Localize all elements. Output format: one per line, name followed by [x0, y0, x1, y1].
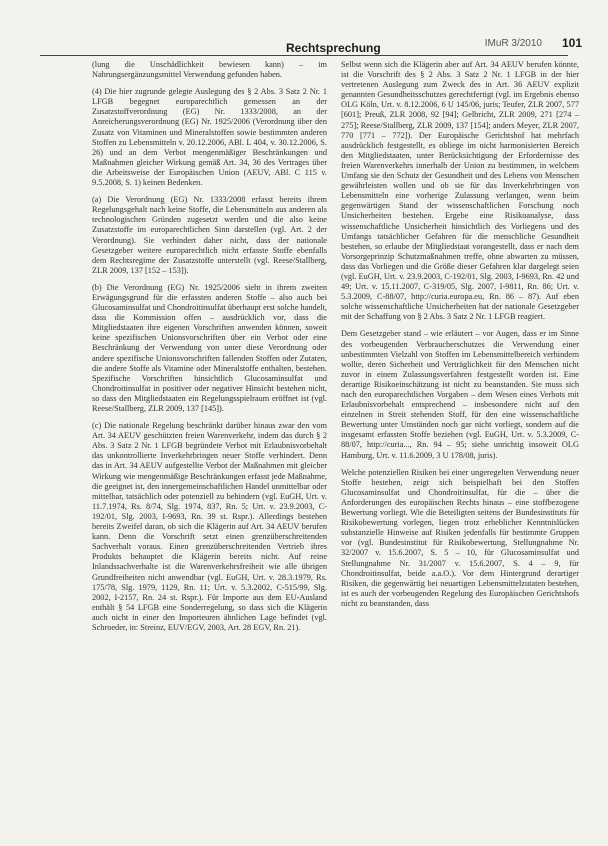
- paragraph: (a) Die Verordnung (EG) Nr. 1333/2008 erfasst bereits ihrem Regelungsgehalt nach keine Stoffe, die Lebensmitteln aus anderen als technologischen Gründen zugesetzt werden und die also keine Zusatzstoffe im europarechtlichen Sinn darstellen (vgl. Art. 2 der Verordnung). Sie verhindert daher nicht, dass der nationale Gesetzgeber weitere europarechtlich nicht erfasste Stoffe ebenfalls dem Rechtsregime der Zusatzstoffe unterstellt (vgl. Reese/Stallberg, ZLR 2009, 137 [152 – 153]).: [92, 195, 327, 275]
- section-title: Rechtsprechung: [286, 41, 381, 55]
- paragraph: Selbst wenn sich die Klägerin aber auf Art. 34 AEUV berufen könnte, ist die Vorschrift des § 2 Abs. 3 Satz 2 Nr. 1 LFGB in der hier vertretenen Auslegung zum Zweck des in Art. 36 AEUV explizit genannten Gesundheitsschutzes gerechtfertigt (vgl. im Ergebnis ebenso OLG Köln, Urt. v. 8.12.2006, 6 U 145/06, juris; Teufer, ZLR 2007, 577 [601]; Preuß, ZLR 2008, 92 [94]; Gelbricht, ZLR 2009, 271 [274 – 275]; Reese/Stallberg, ZLR 2009, 137 [154]; anders Meyer, ZLR 2007, 770 [771 – 772]). Der Europäische Gerichtshof hat mehrfach ausdrücklich festgestellt, es obliege im nicht harmonisierten Bereich den Mitgliedstaaten, unter Berücksichtigung der Erfordernisse des freien Warenverkehrs innerhalb der Union zu bestimmen, in welchem Umfang sie den Schutz der Gesundheit und des Lebens von Menschen gewährleisten wollen und ob sie für das Inverkehrbringen von Lebensmitteln eine vorherige Zulassung verlangen, wenn beim gegenwärtigen Stand der wissenschaftlichen Forschung noch Unsicherheiten bestehen. Ergebe eine Risikoanalyse, dass wissenschaftliche Unsicherheit hinsichtlich des Vorliegens und des Umfangs tatsächlicher Gefahren für die menschliche Gesundheit bestehen, so erlaube der Mitgliedstaat vorangestellt, dass er nach dem Vorsorgeprinzip Schutzmaßnahmen treffe, ohne abwarten zu müssen, dass das Vorliegen und die Größe dieser Gefahren klar dargelegt seien (vgl. EuGH, Urt. v. 23.9.2003, C-192/01, Slg. 2003, I-9693, Rn. 42 und 49; Urt. v. 15.11.2007, C-319/05, Slg. 2007, I-9811, Rn. 86; Urt. v. 5.3.2009, C-88/07, http://curia.europa.eu, Rn. 86 – 87). Auf eben solche wissenschaftliche Unsicherheiten hat der nationale Gesetzgeber mit der Schaffung von § 2 Abs. 3 Satz 2 Nr. 1 LFGB reagiert.: [341, 60, 579, 322]
- paragraph: (b) Die Verordnung (EG) Nr. 1925/2006 sieht in ihrem zweiten Erwägungsgrund für die erfassten anderen Stoffe – also auch bei Glucosaminsulfat und Chondroitinsulfat überhaupt erst solche handelt, dass die Kommission offen – ausdrücklich vor, dass die Mitgliedstaaten ihre eigenen Vorschriften anwenden können, soweit keine spezifischen Unionsvorschriften über ein Verbot oder eine Beschränkung der Verwendung von unter diese Verordnung oder andere spezifische Unionsvorschriften fallenden Stoffen oder Zutaten, die andere Stoffe als Vitamine oder Mineralstoffe enthalten, bestehen. Spezifische Vorschriften hinsichtlich Glucosaminsulfat und Chondroitinsulfat in positiver oder negativer Hinsicht bestehen nicht, so dass den Mitgliedstaaten ein Regelungsspielraum eröffnet ist (vgl. Reese/Stallberg, ZLR 2009, 137 [145]).: [92, 282, 327, 413]
- paragraph: (4) Die hier zugrunde gelegte Auslegung des § 2 Abs. 3 Satz 2 Nr. 1 LFGB begegnet europarechtlich gemessen an der Zusatzstoffverordnung (EG) Nr. 1333/2008, an der Anreicherungsverordnung (EG) Nr. 1925/2006 (Verordnung über den Zusatz von Vitaminen und Mineralstoffen sowie bestimmten anderen Stoffen zu Lebensmitteln v. 20.12.2006, ABl. L 404, v. 30.12.2006, S. 26) und an dem Verbot mengenmäßiger Beschränkungen und Maßnahmen gleicher Wirkung gemäß Art. 34, 36 des Vertrages über die Arbeitsweise der Europäischen Union (AEUV, ABl. C 115 v. 9.5.2008, S. 1) keinen Bedenken.: [92, 87, 327, 188]
- header-rule: [40, 55, 568, 56]
- right-column: [341, 60, 579, 840]
- left-column: [92, 60, 327, 840]
- page-number: 101: [561, 36, 582, 50]
- paragraph: Welche potenziellen Risiken bei einer ungeregelten Verwendung neuer Stoffe bestehen, zeigt sich beispielhaft bei den Stoffen Glucosaminsulfat und Chondroitinsulfat, für die – über die Anforderungen des europäischen Rechts hinaus – eine stoffbezogene Bewertung vorliegt. Wie die Beteiligten seitens der Bundesinstituts für Risikobewertung vorlegen, liegen trotz erheblicher Kenntnislücken substanzielle Hinweise auf Risiken jedenfalls für bestimmte Gruppen vor (vgl. Bundesinstitut für Risikobewertung, Stellungnahme Nr. 32/2007 v. 15.6.2007, S. 5 – 10, für Glucosaminsulfat und Stellungnahme Nr. 31/2007 v. 15.6.2007, S. 4 – 9, für Chondroitinsulfat, beide a.a.O.). Vor dem Hintergrund derartiger Risiken, die gegenwärtig bei neuartigen Lebensmittelzutaten bestehen, ist es auch der vorbeugenden Regelung des Europäischen Gerichtshofs nicht zu beanstanden, dass: [341, 467, 579, 608]
- paragraph: (c) Die nationale Regelung beschränkt darüber hinaus zwar den vom Art. 34 AEUV geschützten freien Warenverkehr, indem das durch § 2 Abs. 3 Satz 2 Nr. 1 LFGB begründete Verbot mit Erlaubnisvorbehalt das unkontrollierte Inverkehrbringen neuer Stoffe verhindert. Denn das in Art. 34 AEUV aufgestellte Verbot der Maßnahmen mit gleicher Wirkung wie mengenmäßige Beschränkungen erfasst jede Maßnahme, die geeignet ist, den innergemeinschaftlichen Handel unmittelbar oder mittelbar, tatsächlich oder potenziell zu behindern (vgl. EuGH, Urt. v. 11.7.1974, Rs. 8/74, Slg. 1974, 837, Rn. 5; Urt. v. 23.9.2003, C-192/01, Slg. 2003, I-9693, Rn. 39 st. Rspr.). Allerdings bestehen bereits Zweifel daran, ob sich die Klägerin auf Art. 34 AEUV berufen kann. Denn die Vorschrift setzt einen grenzüberschreitenden Sachverhalt voraus. Einen grenzüberschreitenden Vertrieb ihres Produkts behauptet die Klägerin bereits nicht. Auf reine Inlandssachverhalte ist die Warenverkehrsfreiheit wie alle übrigen Grundfreiheiten nicht anwendbar (vgl. EuGH, Urt. v. 28.3.1979, Rs. 175/78, Slg. 1979, 1129, Rn. 11; Urt. v. 5.3.2002, C-515/99, Slg. 2002, I-2157, Rn. 24 st. Rspr.). Für Importe aus dem EU-Ausland enthält § 54 LFGB eine Sonderregelung, so dass sich die Klägerin auch nicht in einer den Importeuren ähnlichen Lage befindet (vgl. Schroeder, in: Streinz, EUV/EGV, 2003, Art. 28 EGV, Rn. 21).: [92, 421, 327, 632]
- journal-issue: IMuR 3/2010: [484, 38, 542, 49]
- page-header: [40, 30, 582, 55]
- paragraph: (lung die Unschädlichkeit bewiesen kann) – im Nahrungsergänzungsmittel Verwendung gefunden haben.: [92, 60, 327, 80]
- paragraph: Dem Gesetzgeber stand – wie erläutert – vor Augen, dass er im Sinne des vorbeugenden Verbraucherschutzes die Verwendung einer unbestimmten Vielzahl von Stoffen im Lebensmittelbereich verhindern wollte, deren Sicherheit und Verträglichkeit für den Menschen nicht zuvor in einem Zulassungsverfahren festgestellt worden ist. Eine derartige Risikoeinschätzung ist nicht zu beanstanden. Sie muss sich nach den europarechtlichen Vorgaben – dem Wesen eines Verbots mit Erlaubnisvorbehalt entsprechend – insbesondere nicht auf den einzelnen in Streit stehenden Stoff, für den eine wissenschaftliche Bewertung unter Umständen noch gar nicht vorliegt, sondern auf die insgesamt erfassten Stoffe beziehen (vgl. EuGH, Urt. v. 5.3.2009, C-88/07, http://curia..., Rn. 94 – 95; siehe unrichtig insoweit OLG Hamburg, Urt. v. 11.6.2009, 3 U 178/08, juris).: [341, 329, 579, 460]
